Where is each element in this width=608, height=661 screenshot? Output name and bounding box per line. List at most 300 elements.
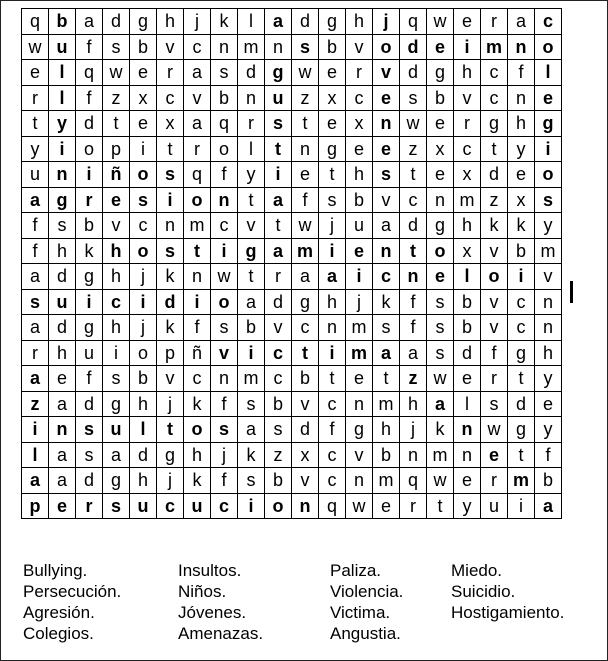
grid-cell: h: [508, 111, 535, 137]
grid-cell: h: [346, 162, 373, 188]
grid-cell: g: [76, 264, 103, 290]
grid-cell: s: [238, 391, 265, 417]
word-item: Suicidio.: [451, 582, 516, 601]
grid-cell: e: [373, 493, 400, 519]
grid-row: [22, 493, 562, 519]
grid-cell: c: [319, 391, 346, 417]
grid-cell: s: [157, 162, 184, 188]
grid-cell: s: [427, 289, 454, 315]
grid-cell: u: [481, 493, 508, 519]
grid-cell: v: [157, 366, 184, 392]
grid-cell: x: [130, 85, 157, 111]
grid-cell: e: [319, 111, 346, 137]
grid-cell: s: [481, 391, 508, 417]
grid-cell: y: [49, 111, 76, 137]
grid-cell: x: [319, 85, 346, 111]
grid-edge-marker: [570, 281, 573, 303]
grid-cell: c: [292, 315, 319, 341]
grid-cell: y: [535, 213, 562, 239]
grid-cell: c: [400, 187, 427, 213]
grid-cell: s: [211, 315, 238, 341]
grid-cell: d: [481, 162, 508, 188]
grid-cell: z: [481, 187, 508, 213]
grid-cell: n: [292, 493, 319, 519]
grid-cell: e: [49, 493, 76, 519]
grid-cell: a: [265, 187, 292, 213]
grid-cell: a: [49, 468, 76, 494]
grid-cell: s: [319, 187, 346, 213]
grid-cell: o: [130, 238, 157, 264]
grid-cell: g: [157, 442, 184, 468]
grid-cell: o: [130, 162, 157, 188]
grid-cell: s: [130, 187, 157, 213]
grid-cell: f: [76, 85, 103, 111]
grid-cell: d: [292, 417, 319, 443]
word-list-column-1: [23, 560, 121, 644]
grid-cell: n: [454, 417, 481, 443]
grid-cell: p: [103, 136, 130, 162]
grid-cell: a: [373, 340, 400, 366]
grid-cell: o: [184, 187, 211, 213]
grid-row: [22, 391, 562, 417]
grid-cell: a: [22, 187, 49, 213]
grid-cell: v: [265, 315, 292, 341]
grid-cell: n: [400, 442, 427, 468]
grid-cell: l: [454, 264, 481, 290]
grid-cell: a: [427, 391, 454, 417]
grid-cell: y: [508, 136, 535, 162]
grid-cell: j: [184, 9, 211, 35]
grid-cell: n: [427, 187, 454, 213]
grid-cell: w: [292, 213, 319, 239]
grid-cell: n: [265, 34, 292, 60]
grid-cell: n: [238, 85, 265, 111]
grid-cell: e: [130, 111, 157, 137]
grid-cell: m: [481, 34, 508, 60]
grid-cell: k: [373, 289, 400, 315]
grid-cell: h: [103, 264, 130, 290]
grid-cell: d: [400, 60, 427, 86]
grid-cell: e: [346, 366, 373, 392]
grid-cell: h: [400, 391, 427, 417]
grid-cell: b: [535, 468, 562, 494]
grid-cell: t: [373, 366, 400, 392]
grid-cell: s: [211, 417, 238, 443]
grid-cell: s: [76, 442, 103, 468]
grid-row: [22, 340, 562, 366]
grid-cell: h: [130, 391, 157, 417]
grid-cell: t: [22, 111, 49, 137]
grid-cell: r: [238, 111, 265, 137]
grid-cell: a: [22, 264, 49, 290]
grid-cell: o: [76, 136, 103, 162]
grid-cell: s: [76, 417, 103, 443]
grid-cell: d: [157, 289, 184, 315]
grid-row: [22, 162, 562, 188]
grid-cell: c: [184, 366, 211, 392]
grid-cell: f: [481, 340, 508, 366]
grid-cell: y: [454, 493, 481, 519]
grid-cell: f: [508, 60, 535, 86]
grid-cell: i: [508, 264, 535, 290]
grid-cell: u: [49, 289, 76, 315]
grid-cell: i: [265, 162, 292, 188]
grid-cell: s: [427, 340, 454, 366]
word-item: Violencia.: [330, 582, 404, 601]
grid-cell: r: [346, 60, 373, 86]
grid-cell: l: [49, 85, 76, 111]
word-item: Hostigamiento.: [451, 603, 565, 622]
grid-cell: n: [49, 417, 76, 443]
grid-cell: b: [427, 85, 454, 111]
grid-cell: y: [535, 417, 562, 443]
grid-cell: d: [49, 264, 76, 290]
grid-cell: m: [346, 315, 373, 341]
grid-cell: h: [319, 289, 346, 315]
grid-row: [22, 187, 562, 213]
grid-cell: f: [22, 213, 49, 239]
grid-cell: t: [400, 238, 427, 264]
grid-cell: c: [265, 340, 292, 366]
grid-cell: m: [346, 340, 373, 366]
grid-cell: i: [454, 34, 481, 60]
grid-cell: j: [130, 315, 157, 341]
grid-cell: o: [373, 34, 400, 60]
grid-cell: x: [454, 162, 481, 188]
grid-cell: c: [373, 264, 400, 290]
grid-cell: d: [292, 9, 319, 35]
grid-cell: c: [211, 213, 238, 239]
grid-cell: t: [157, 417, 184, 443]
word-item: Angustia.: [330, 624, 401, 643]
grid-cell: e: [292, 162, 319, 188]
grid-cell: f: [22, 238, 49, 264]
grid-cell: c: [157, 493, 184, 519]
grid-cell: o: [211, 136, 238, 162]
grid-row: [22, 366, 562, 392]
grid-cell: t: [508, 366, 535, 392]
grid-cell: f: [211, 468, 238, 494]
grid-cell: c: [346, 85, 373, 111]
grid-cell: x: [508, 187, 535, 213]
grid-row: [22, 417, 562, 443]
grid-cell: c: [319, 468, 346, 494]
grid-cell: b: [454, 289, 481, 315]
grid-cell: w: [103, 60, 130, 86]
grid-cell: d: [454, 340, 481, 366]
grid-cell: a: [238, 289, 265, 315]
grid-cell: o: [535, 162, 562, 188]
grid-cell: a: [22, 366, 49, 392]
grid-cell: l: [238, 136, 265, 162]
grid-cell: s: [103, 366, 130, 392]
grid-cell: b: [319, 34, 346, 60]
grid-cell: h: [373, 417, 400, 443]
grid-cell: z: [22, 391, 49, 417]
grid-cell: b: [130, 34, 157, 60]
grid-cell: o: [535, 34, 562, 60]
grid-cell: d: [400, 213, 427, 239]
grid-cell: u: [103, 417, 130, 443]
grid-cell: c: [319, 442, 346, 468]
grid-cell: a: [103, 442, 130, 468]
grid-cell: v: [535, 264, 562, 290]
grid-cell: v: [346, 442, 373, 468]
grid-cell: j: [373, 9, 400, 35]
grid-cell: f: [76, 34, 103, 60]
grid-cell: d: [76, 111, 103, 137]
grid-cell: k: [184, 468, 211, 494]
grid-cell: c: [508, 289, 535, 315]
word-item: Colegios.: [23, 624, 94, 643]
grid-cell: a: [22, 468, 49, 494]
grid-cell: t: [265, 136, 292, 162]
word-item: Amenazas.: [178, 624, 264, 643]
grid-cell: j: [211, 442, 238, 468]
grid-cell: a: [400, 340, 427, 366]
grid-cell: a: [373, 213, 400, 239]
grid-cell: a: [265, 9, 292, 35]
grid-cell: v: [157, 34, 184, 60]
grid-cell: s: [292, 34, 319, 60]
grid-cell: q: [400, 9, 427, 35]
grid-cell: r: [400, 493, 427, 519]
grid-cell: f: [292, 187, 319, 213]
grid-cell: o: [265, 493, 292, 519]
grid-cell: g: [103, 391, 130, 417]
grid-cell: v: [373, 60, 400, 86]
grid-cell: p: [22, 493, 49, 519]
grid-cell: g: [319, 9, 346, 35]
grid-cell: v: [211, 340, 238, 366]
grid-cell: j: [157, 391, 184, 417]
grid-row: [22, 9, 562, 35]
grid-cell: f: [400, 289, 427, 315]
grid-cell: s: [103, 34, 130, 60]
grid-cell: e: [535, 391, 562, 417]
grid-cell: x: [454, 238, 481, 264]
grid-cell: c: [454, 136, 481, 162]
grid-cell: t: [481, 136, 508, 162]
grid-cell: i: [319, 340, 346, 366]
word-item: Paliza.: [330, 561, 382, 580]
grid-cell: v: [454, 85, 481, 111]
grid-cell: x: [157, 111, 184, 137]
grid-cell: s: [103, 493, 130, 519]
grid-cell: r: [481, 468, 508, 494]
grid-cell: q: [76, 60, 103, 86]
grid-cell: f: [319, 417, 346, 443]
grid-cell: j: [157, 468, 184, 494]
grid-cell: y: [535, 366, 562, 392]
grid-cell: g: [49, 187, 76, 213]
grid-cell: h: [49, 340, 76, 366]
grid-cell: m: [238, 34, 265, 60]
grid-cell: h: [49, 238, 76, 264]
grid-cell: s: [238, 468, 265, 494]
grid-cell: l: [22, 442, 49, 468]
grid-cell: g: [427, 213, 454, 239]
grid-cell: j: [130, 264, 157, 290]
grid-cell: b: [373, 442, 400, 468]
grid-cell: w: [292, 60, 319, 86]
grid-cell: j: [400, 417, 427, 443]
grid-cell: n: [184, 264, 211, 290]
grid-cell: b: [76, 213, 103, 239]
grid-cell: m: [427, 442, 454, 468]
grid-row: [22, 315, 562, 341]
word-list-column-3: [330, 560, 403, 644]
grid-cell: f: [76, 366, 103, 392]
grid-cell: m: [292, 238, 319, 264]
grid-cell: m: [238, 366, 265, 392]
word-list-column-2: [178, 560, 263, 644]
grid-cell: n: [454, 442, 481, 468]
grid-cell: s: [373, 315, 400, 341]
grid-cell: h: [535, 340, 562, 366]
grid-cell: h: [130, 468, 157, 494]
grid-cell: g: [535, 111, 562, 137]
grid-cell: r: [184, 136, 211, 162]
grid-cell: d: [49, 315, 76, 341]
grid-cell: s: [427, 315, 454, 341]
grid-cell: a: [184, 60, 211, 86]
grid-cell: w: [427, 468, 454, 494]
grid-cell: c: [481, 60, 508, 86]
grid-cell: v: [292, 391, 319, 417]
grid-cell: f: [184, 315, 211, 341]
grid-cell: s: [535, 187, 562, 213]
grid-cell: a: [238, 417, 265, 443]
grid-cell: i: [76, 289, 103, 315]
grid-cell: c: [265, 366, 292, 392]
grid-cell: h: [103, 315, 130, 341]
grid-cell: b: [211, 85, 238, 111]
grid-cell: z: [400, 136, 427, 162]
grid-cell: z: [103, 85, 130, 111]
grid-row: [22, 442, 562, 468]
grid-cell: s: [157, 238, 184, 264]
grid-cell: f: [535, 442, 562, 468]
grid-cell: s: [211, 60, 238, 86]
grid-cell: n: [508, 85, 535, 111]
grid-cell: d: [76, 468, 103, 494]
grid-cell: k: [508, 213, 535, 239]
grid-cell: k: [76, 238, 103, 264]
word-item: Agresión.: [23, 603, 95, 622]
grid-cell: n: [211, 187, 238, 213]
grid-cell: z: [265, 442, 292, 468]
grid-cell: r: [22, 340, 49, 366]
word-item: Jóvenes.: [178, 603, 247, 622]
grid-cell: j: [346, 289, 373, 315]
grid-cell: n: [535, 289, 562, 315]
grid-cell: i: [49, 136, 76, 162]
grid-cell: o: [427, 238, 454, 264]
word-search-grid: [21, 8, 562, 519]
grid-cell: f: [211, 391, 238, 417]
grid-cell: e: [373, 136, 400, 162]
grid-cell: b: [130, 366, 157, 392]
grid-cell: f: [400, 315, 427, 341]
grid-cell: w: [400, 111, 427, 137]
grid-cell: g: [481, 111, 508, 137]
grid-cell: u: [346, 213, 373, 239]
grid-cell: ñ: [184, 340, 211, 366]
grid-cell: h: [103, 238, 130, 264]
grid-cell: a: [535, 493, 562, 519]
grid-cell: l: [454, 391, 481, 417]
grid-cell: h: [454, 213, 481, 239]
grid-cell: a: [184, 111, 211, 137]
grid-cell: b: [454, 315, 481, 341]
grid-cell: o: [211, 289, 238, 315]
grid-cell: y: [238, 162, 265, 188]
grid-cell: e: [454, 9, 481, 35]
grid-cell: f: [211, 162, 238, 188]
grid-row: [22, 264, 562, 290]
grid-cell: i: [238, 493, 265, 519]
grid-cell: r: [481, 9, 508, 35]
grid-cell: p: [157, 340, 184, 366]
grid-cell: r: [454, 111, 481, 137]
grid-cell: v: [103, 213, 130, 239]
grid-cell: t: [184, 238, 211, 264]
grid-cell: w: [346, 493, 373, 519]
grid-cell: m: [508, 468, 535, 494]
grid-cell: h: [346, 9, 373, 35]
grid-cell: d: [130, 442, 157, 468]
grid-cell: b: [265, 468, 292, 494]
grid-cell: e: [130, 60, 157, 86]
grid-row: [22, 34, 562, 60]
grid-cell: v: [481, 289, 508, 315]
grid-cell: h: [184, 442, 211, 468]
grid-cell: t: [292, 340, 319, 366]
grid-cell: i: [184, 289, 211, 315]
grid-cell: b: [265, 391, 292, 417]
grid-cell: n: [400, 264, 427, 290]
grid-cell: e: [319, 60, 346, 86]
grid-cell: h: [157, 9, 184, 35]
grid-cell: u: [184, 493, 211, 519]
grid-row: [22, 468, 562, 494]
grid-cell: z: [292, 85, 319, 111]
grid-cell: c: [508, 315, 535, 341]
word-list-column-4: [451, 560, 564, 623]
grid-row: [22, 60, 562, 86]
grid-cell: o: [184, 417, 211, 443]
grid-cell: l: [49, 60, 76, 86]
grid-cell: h: [454, 60, 481, 86]
grid-cell: l: [130, 417, 157, 443]
grid-cell: g: [265, 60, 292, 86]
grid-cell: v: [481, 315, 508, 341]
grid-cell: a: [292, 264, 319, 290]
grid-cell: l: [535, 60, 562, 86]
grid-cell: t: [265, 213, 292, 239]
grid-cell: e: [481, 442, 508, 468]
grid-cell: a: [22, 315, 49, 341]
grid-cell: c: [157, 85, 184, 111]
grid-cell: s: [373, 162, 400, 188]
grid-cell: t: [292, 111, 319, 137]
grid-cell: m: [535, 238, 562, 264]
grid-cell: i: [535, 136, 562, 162]
grid-cell: n: [211, 366, 238, 392]
word-item: Bullying.: [23, 561, 88, 580]
grid-cell: e: [535, 85, 562, 111]
